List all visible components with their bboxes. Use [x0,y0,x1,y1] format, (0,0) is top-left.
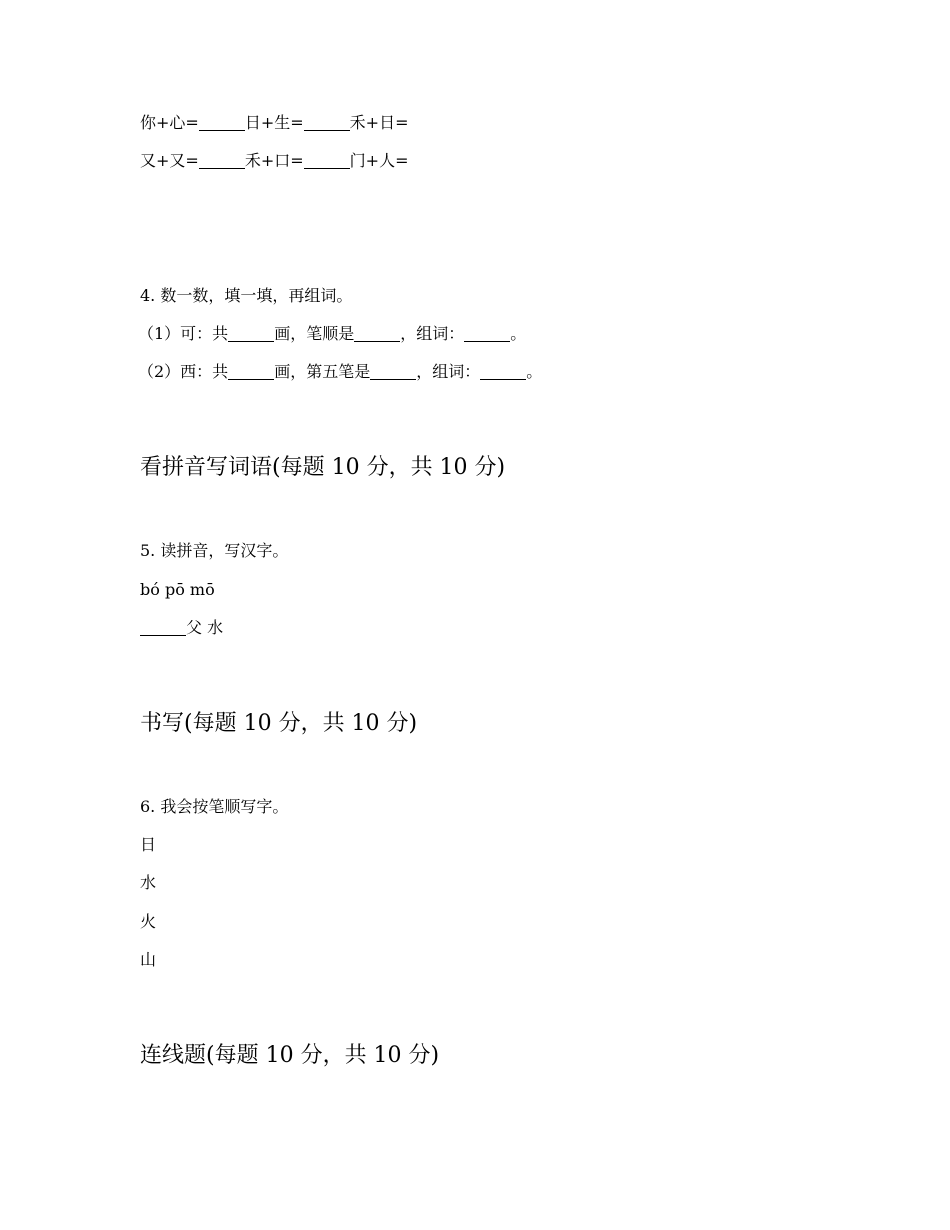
q6-char: 山 [140,950,157,969]
answer-blank[interactable] [354,325,400,342]
q3-row-2 [140,151,408,171]
q6-title: 6. 我会按笔顺写字。 [140,797,289,816]
q3-row2-a: 又+又= [140,151,199,170]
answer-blank[interactable] [480,363,526,380]
q4-item2-a: （2）西：共 [138,362,229,381]
answer-blank[interactable] [228,325,274,342]
q6-char: 水 [140,873,157,892]
q4-item2-d: 。 [526,362,543,381]
q3-row1-a: 你+心= [140,113,199,132]
answer-blank[interactable] [140,619,186,636]
q3-row1-c: 禾+日= [349,113,409,132]
section-heading-pinyin: 看拼音写词语(每题 10 分，共 10 分) [140,455,506,480]
q4-item2-b: 画，第五笔是 [274,362,371,381]
q5-title: 5. 读拼音，写汉字。 [140,541,289,560]
q6-char: 日 [140,835,157,854]
q4-item2-c: ，组词： [416,362,481,381]
answer-blank[interactable] [370,363,416,380]
q4-item1-c: ，组词： [400,324,465,343]
q3-row1-b: 日+生= [244,113,304,132]
q3-row2-b: 禾+口= [244,151,304,170]
q4-item1-b: 画，笔顺是 [274,324,355,343]
q3-row-1 [140,113,408,133]
answer-blank[interactable] [228,363,274,380]
section-heading-writing: 书写(每题 10 分，共 10 分) [140,711,418,736]
section-heading-matching: 连线题(每题 10 分，共 10 分) [140,1043,440,1068]
q5-chars: 父 水 [186,618,224,637]
q4-item1-a: （1）可：共 [138,324,229,343]
q5-answer-row [140,618,223,638]
answer-blank[interactable] [304,114,350,131]
answer-blank[interactable] [464,325,510,342]
answer-blank[interactable] [199,114,245,131]
answer-blank[interactable] [304,152,350,169]
q4-title: 4. 数一数，填一填，再组词。 [140,286,353,305]
q4-item-2 [138,362,542,382]
q4-item1-d: 。 [510,324,527,343]
q4-item-1 [138,324,526,344]
q3-row2-c: 门+人= [349,151,409,170]
q5-pinyin: bó pō mō [140,580,215,599]
q6-char: 火 [140,912,157,931]
answer-blank[interactable] [199,152,245,169]
